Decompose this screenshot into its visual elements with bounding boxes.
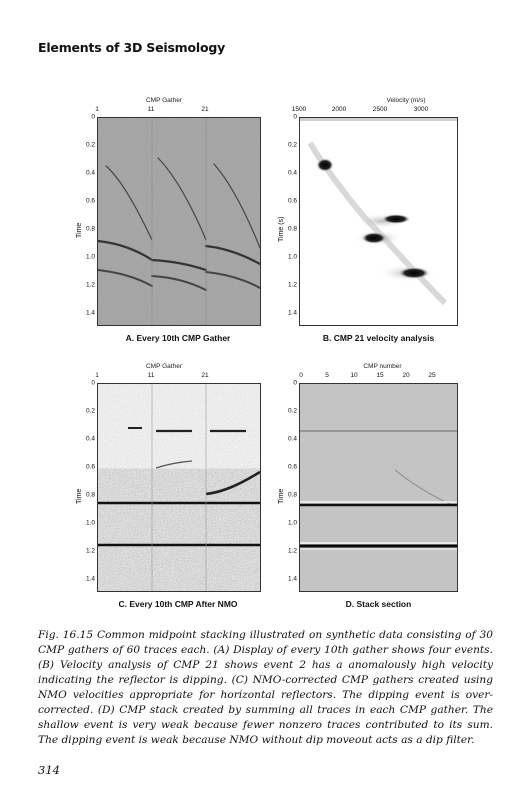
panel-c-title: CMP Gather — [145, 363, 182, 370]
panel-a-ytick: 0.4 — [85, 169, 95, 177]
panel-c-nmo-traces — [98, 384, 260, 591]
panel-c-ytick: 0.6 — [85, 463, 95, 471]
panel-b-ytick: 1.4 — [287, 309, 297, 317]
panel-d-ytick: 1.2 — [287, 547, 297, 555]
panel-d-ytick: 0.6 — [287, 463, 297, 471]
panel-a-ytick: 0.6 — [85, 197, 95, 205]
panel-b-ytick: 1.2 — [287, 281, 297, 289]
panel-a-ytick: 1.0 — [85, 253, 95, 261]
panel-c-ytick: 1.4 — [85, 575, 95, 583]
panel-c-xtick: 21 — [201, 372, 209, 379]
panel-a-label: A. Every 10th CMP Gather — [125, 333, 231, 343]
panel-d-stack-traces — [300, 384, 457, 591]
panel-b-semblance-image — [299, 117, 458, 326]
panel-a-ytick: 1.4 — [85, 309, 95, 317]
panel-d-seismic-image — [299, 383, 458, 592]
running-head: Elements of 3D Seismology — [38, 40, 226, 55]
panel-b-label: B. CMP 21 velocity analysis — [322, 333, 435, 343]
panel-a-ytick: 1.2 — [85, 281, 95, 289]
panel-a-every-10th-cmp-gather — [64, 90, 264, 350]
panel-d-ytick: 0 — [293, 379, 297, 387]
panel-c-ytick: 0.8 — [85, 491, 95, 499]
panel-c-ytick: 0.4 — [85, 435, 95, 443]
panel-a-xtick: 21 — [201, 106, 209, 113]
panel-a-xtick: 11 — [147, 106, 155, 113]
panel-c-ytick: 1.2 — [85, 547, 95, 555]
panel-a-xtick: 1 — [95, 106, 99, 113]
panel-d-xtick: 25 — [428, 372, 436, 379]
panel-d-xtick: 0 — [299, 372, 303, 379]
panel-c-ytick: 0 — [91, 379, 95, 387]
panel-d-xtick: 15 — [376, 372, 384, 379]
panel-b-velocity-analysis — [266, 90, 466, 350]
panel-b-ytick: 0.8 — [287, 225, 297, 233]
panel-a-y-ticks — [64, 113, 95, 317]
panel-a-ylabel: Time — [76, 222, 83, 238]
panel-a-ytick: 0.8 — [85, 225, 95, 233]
panel-d-ytick: 0.2 — [287, 407, 297, 415]
panel-c-ytick: 0.2 — [85, 407, 95, 415]
panel-c-y-ticks — [64, 379, 95, 583]
panel-c-after-nmo — [64, 356, 264, 618]
panel-b-xtick: 3000 — [413, 106, 429, 113]
panel-d-stack-section — [266, 356, 466, 618]
panel-b-ytick: 0.6 — [287, 197, 297, 205]
panel-d-ytick: 0.8 — [287, 491, 297, 499]
panel-b-xtick: 2000 — [331, 106, 347, 113]
panel-c-xtick: 11 — [147, 372, 155, 379]
panel-d-label: D. Stack section — [345, 599, 412, 609]
panel-a-ytick: 0.2 — [85, 141, 95, 149]
panel-d-xtick: 10 — [350, 372, 358, 379]
panel-a-title: CMP Gather — [145, 97, 182, 104]
panel-d-xtick: 5 — [325, 372, 329, 379]
panel-d-ytick: 1.4 — [287, 575, 297, 583]
panel-b-ytick: 0.2 — [287, 141, 297, 149]
panel-d-xtick: 20 — [402, 372, 410, 379]
panel-b-semblance-contours — [300, 118, 457, 325]
panel-a-gather-traces — [98, 118, 260, 325]
panel-b-xtick: 1500 — [291, 106, 307, 113]
panel-c-label: C. Every 10th CMP After NMO — [118, 599, 238, 609]
panel-b-ylabel: Time (s) — [278, 216, 285, 242]
page-number: 314 — [38, 763, 60, 777]
panel-c-ylabel: Time — [76, 488, 83, 504]
panel-b-ytick: 1.0 — [287, 253, 297, 261]
panel-c-ytick: 1.0 — [85, 519, 95, 527]
panel-b-xtick: 2500 — [372, 106, 388, 113]
panel-d-ylabel: Time — [278, 488, 285, 504]
panel-d-y-ticks — [266, 379, 297, 583]
panel-b-title: Velocity (m/s) — [386, 97, 426, 104]
panel-c-seismic-image — [97, 383, 261, 592]
panel-d-title: CMP number — [363, 363, 402, 370]
panel-a-seismic-image — [97, 117, 261, 326]
panel-b-ytick: 0 — [293, 113, 297, 121]
figure-caption: Fig. 16.15 Common midpoint stacking illustrated on synthetic data consisting of 30 CMP gathers of 60 traces each. (A) Display of every 10th gather shows four events. (B) Velocity analysis of CMP 21 shows event 2 has a anomalously high velocity indicating the reflector is dipping. (C) NMO-corrected CMP gathers created using NMO velocities appropriate for horizontal reflectors. The dipping event is over-corrected. (D) CMP stack created by summing all traces in each CMP gather. The shallow event is very weak because fewer nonzero traces contributed to its sum. The dipping event is weak because NMO without dip moveout acts as a dip filter. — [38, 629, 493, 746]
panel-a-ytick: 0 — [91, 113, 95, 121]
panel-b-ytick: 0.4 — [287, 169, 297, 177]
panel-d-ytick: 0.4 — [287, 435, 297, 443]
panel-d-ytick: 1.0 — [287, 519, 297, 527]
panel-c-xtick: 1 — [95, 372, 99, 379]
